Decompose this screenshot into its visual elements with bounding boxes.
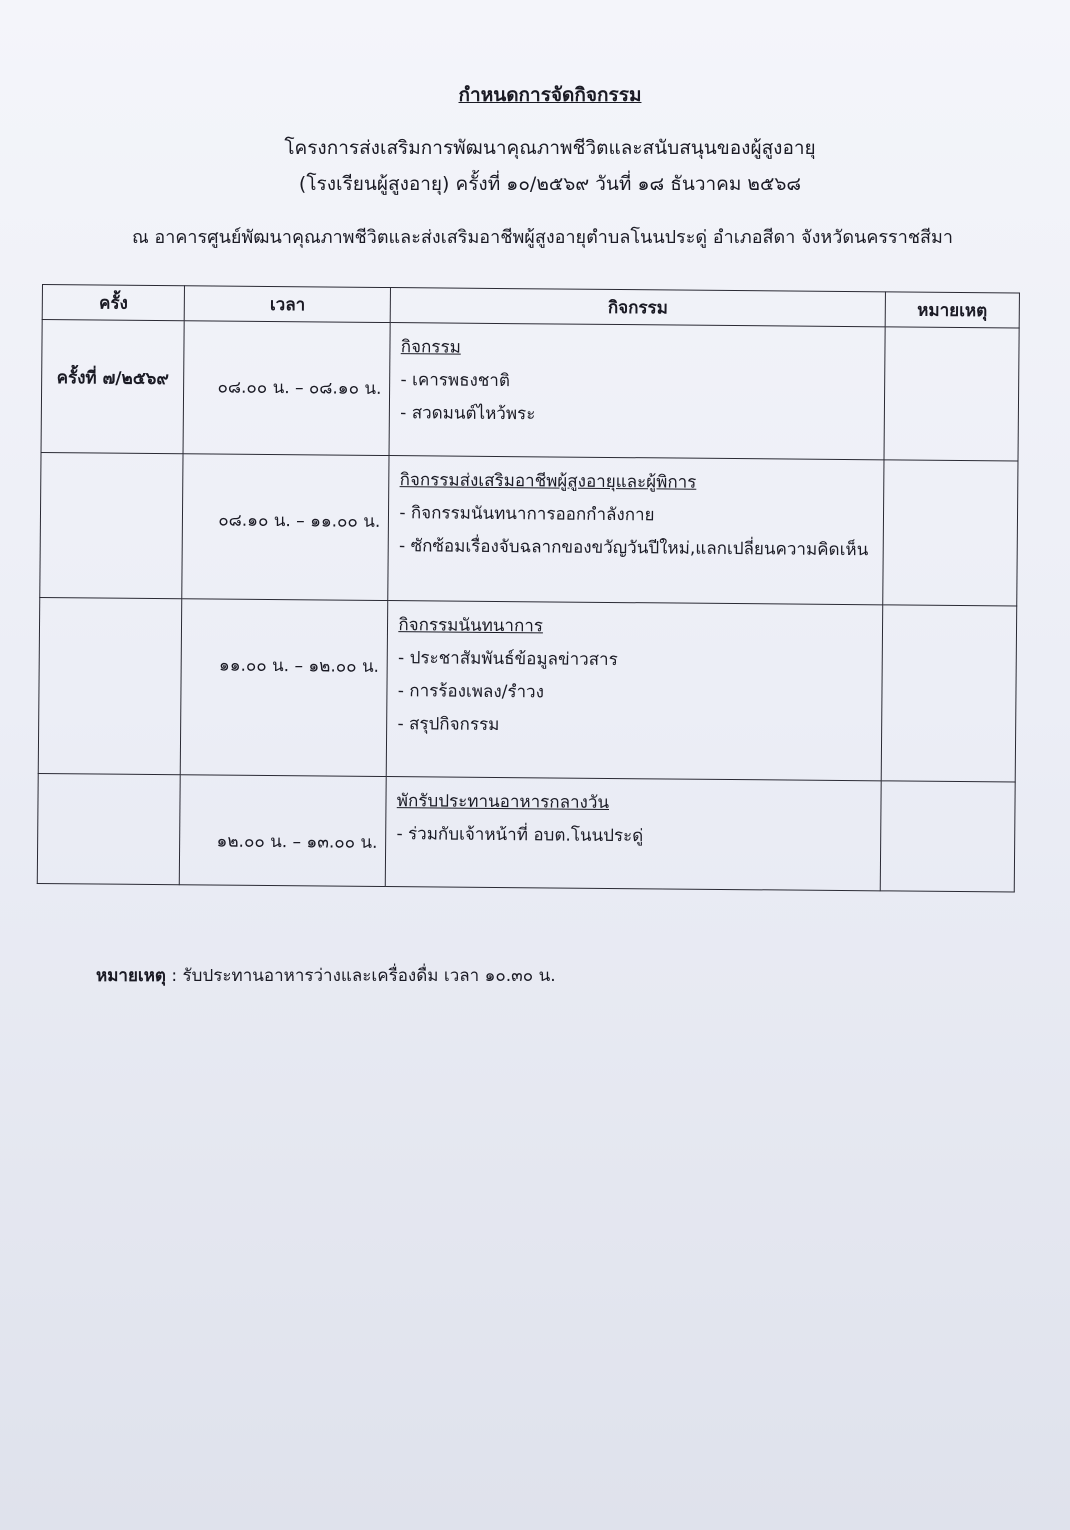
table-row	[40, 452, 1018, 606]
venue-line: ณ อาคารศูนย์พัฒนาคุณภาพชีวิตและส่งเสริมอาชีพผู้สูงอายุตำบลโนนประดู่ อำเภอสีดา จังหวัดนครราชสีมา	[132, 227, 954, 248]
activity-heading: พักรับประทานอาหารกลางวัน	[396, 791, 610, 813]
activity-cell	[387, 601, 883, 781]
activity-item: - เคารพธงชาติ	[400, 370, 511, 392]
footnote	[96, 962, 556, 989]
activity-item: - ประชาสัมพันธ์ข้อมูลข่าวสาร	[398, 648, 618, 671]
activity-item: - กิจกรรมนันทนาการออกกำลังกาย	[399, 503, 655, 526]
activity-cell	[386, 777, 881, 891]
remark-cell	[880, 781, 1015, 892]
activity-item: - ร่วมกับเจ้าหน้าที่ อบต.โนนประดู่	[396, 824, 644, 847]
activity-item: - การร้องเพลง/รำวง	[397, 681, 545, 703]
header-round: ครั้ง	[42, 285, 184, 321]
header-time: เวลา	[184, 286, 391, 323]
header-activity: กิจกรรม	[391, 288, 886, 327]
schedule-table	[37, 284, 1020, 893]
activity-item: - สวดมนต์ไหว้พระ	[400, 403, 536, 425]
round-cell	[37, 773, 180, 884]
footnote-label: หมายเหตุ	[96, 966, 166, 986]
time-cell: ๐๘.๑๐ น. – ๑๑.๐๐ น.	[182, 454, 389, 601]
table-row	[38, 597, 1016, 782]
activity-heading: กิจกรรมส่งเสริมอาชีพผู้สูงอายุและผู้พิการ	[399, 470, 697, 493]
remark-cell	[884, 327, 1019, 461]
activity-heading: กิจกรรม	[400, 337, 461, 358]
header-remark: หมายเหตุ	[885, 292, 1019, 328]
activity-cell	[389, 323, 885, 460]
activity-item: - สรุปกิจกรรม	[397, 714, 500, 736]
session-date: (โรงเรียนผู้สูงอายุ) ครั้งที่ ๑๐/๒๕๖๙ วันที่ ๑๘ ธันวาคม ๒๕๖๘	[298, 173, 802, 195]
time-cell: ๑๑.๐๐ น. – ๑๒.๐๐ น.	[180, 599, 388, 777]
activity-heading: กิจกรรมนันทนาการ	[398, 615, 544, 637]
project-name: โครงการส่งเสริมการพัฒนาคุณภาพชีวิตและสนับสนุนของผู้สูงอายุ	[284, 137, 816, 159]
document-title: กำหนดการจัดกิจกรรม	[458, 84, 642, 106]
activity-item: - ซักซ้อมเรื่องจับฉลากของขวัญวันปีใหม่,แลกเปลี่ยนความคิดเห็น	[398, 536, 869, 561]
table-row	[41, 320, 1019, 462]
round-cell	[40, 452, 183, 598]
round-cell: ครั้งที่ ๗/๒๕๖๙	[41, 320, 184, 454]
footnote-text: : รับประทานอาหารว่างและเครื่องดื่ม เวลา ๑๐.๓๐ น.	[165, 966, 556, 986]
remark-cell	[883, 460, 1018, 606]
remark-cell	[881, 605, 1017, 782]
round-cell	[38, 597, 182, 774]
time-cell: ๑๒.๐๐ น. – ๑๓.๐๐ น.	[179, 775, 386, 887]
time-cell: ๐๘.๐๐ น. – ๐๘.๑๐ น.	[183, 321, 390, 456]
activity-cell	[388, 456, 884, 605]
table-row	[37, 773, 1015, 892]
